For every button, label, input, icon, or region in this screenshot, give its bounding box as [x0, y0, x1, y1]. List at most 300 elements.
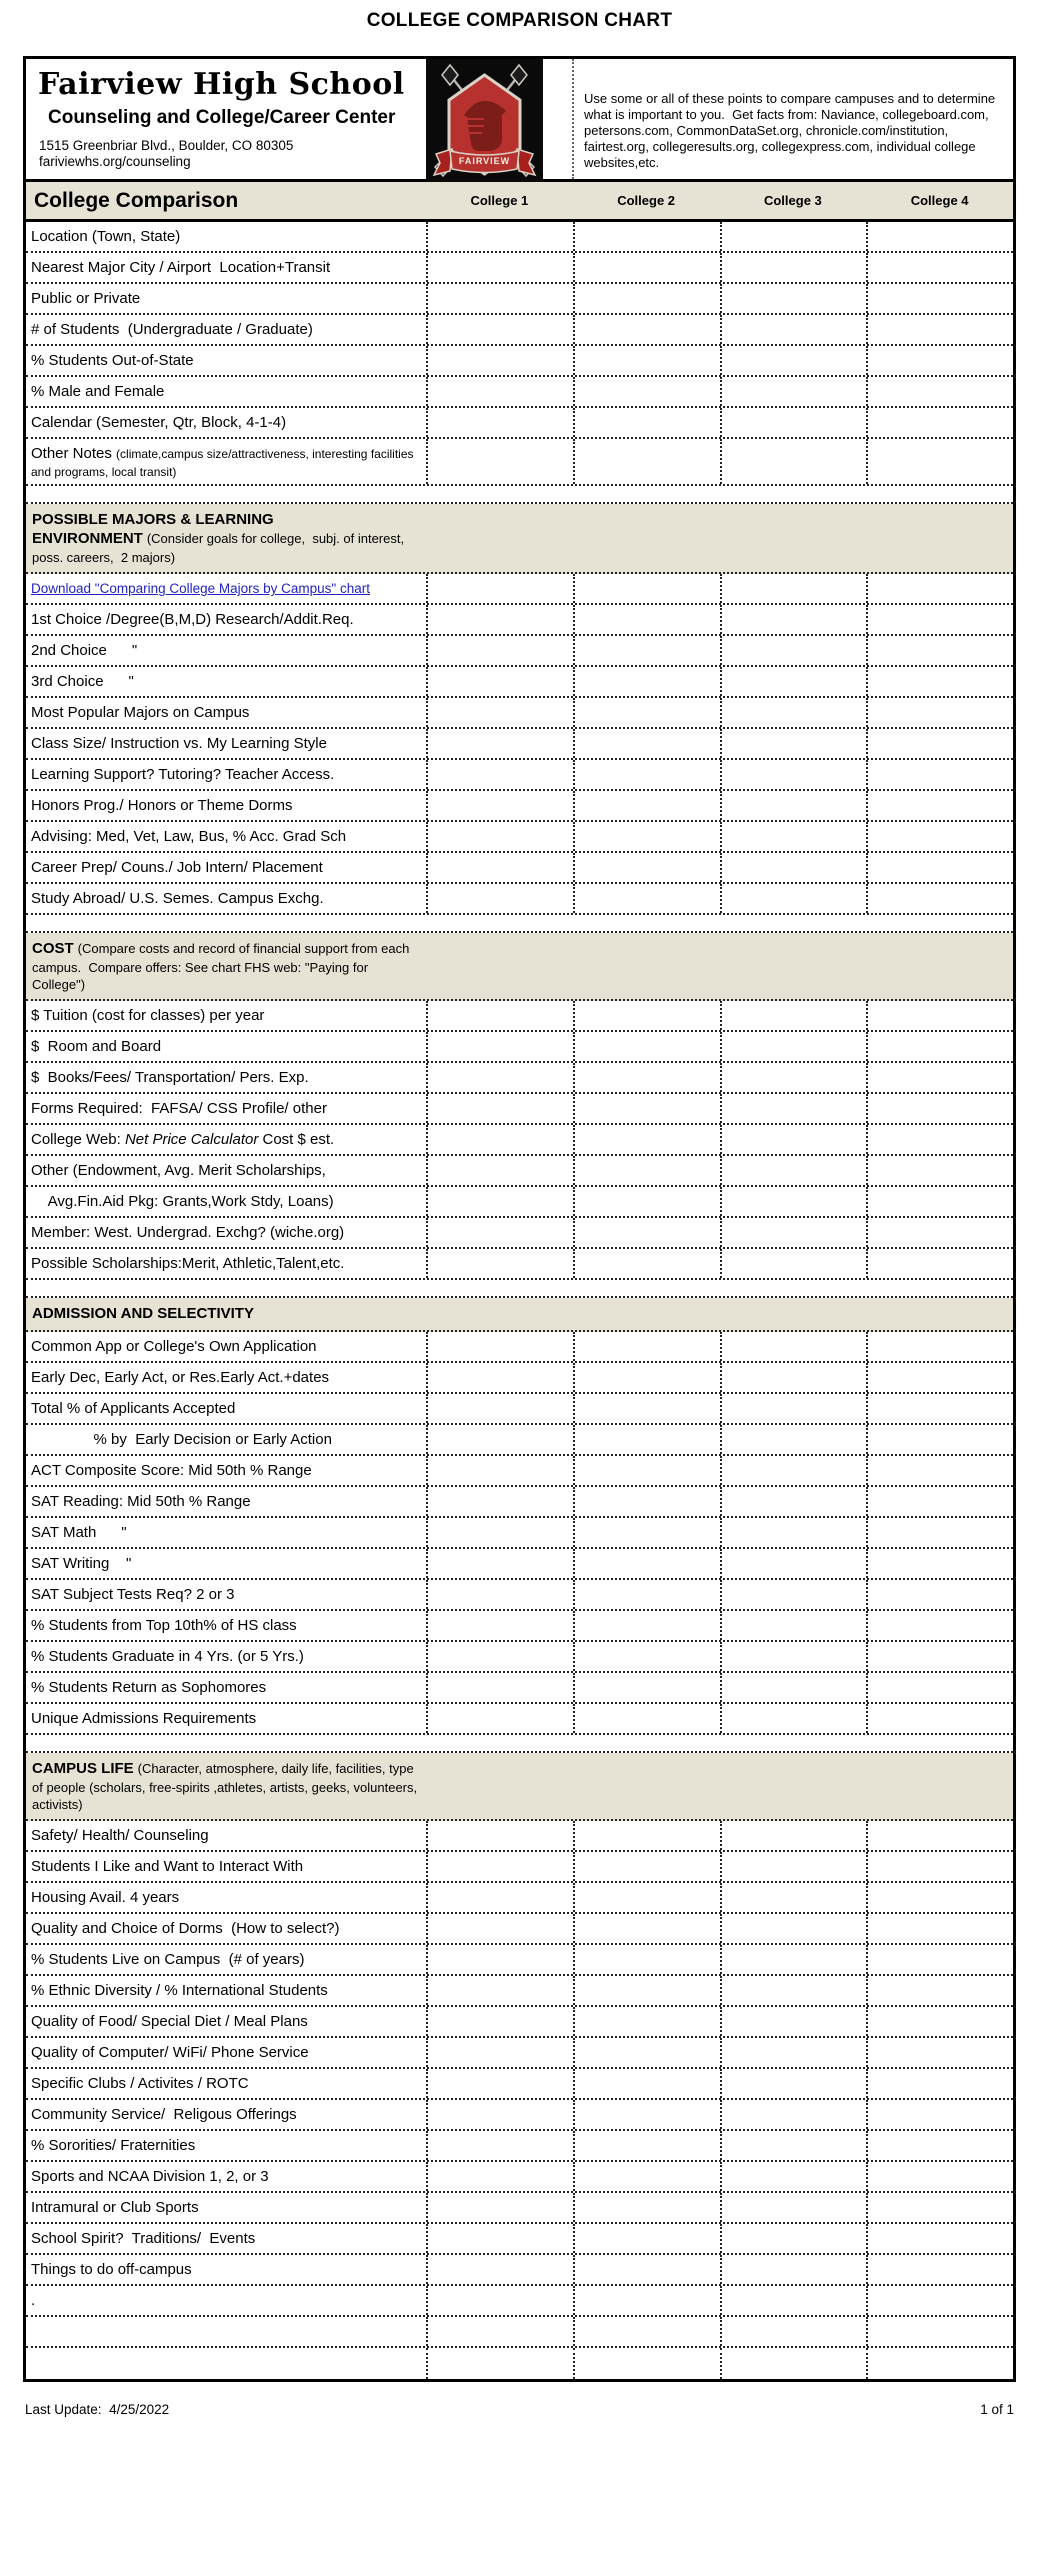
row-label-cell	[26, 2131, 426, 2160]
college-4-cell	[866, 636, 1013, 665]
college-1-cell	[426, 439, 573, 484]
row-label: Sports and NCAA Division 1, 2, or 3	[31, 2168, 269, 2186]
college-2-cell	[573, 408, 720, 437]
table-row	[26, 760, 1013, 791]
table-row	[26, 636, 1013, 667]
row-label-cell	[26, 1518, 426, 1547]
table-row	[26, 253, 1013, 284]
row-label-cell	[26, 439, 426, 484]
college-1-cell	[426, 2131, 573, 2160]
college-2-cell	[573, 2286, 720, 2315]
table-row	[26, 1332, 1013, 1363]
college-1-cell	[426, 2038, 573, 2067]
college-3-cell	[720, 1456, 867, 1485]
table-row	[26, 1642, 1013, 1673]
row-label-cell	[26, 729, 426, 758]
college-4-cell	[866, 667, 1013, 696]
row-label: % Students from Top 10th% of HS class	[31, 1617, 297, 1635]
college-1-cell	[426, 2100, 573, 2129]
college-4-cell	[866, 1063, 1013, 1092]
section-spacer	[26, 1280, 1013, 1298]
school-address: 1515 Greenbriar Blvd., Boulder, CO 80305	[39, 138, 294, 153]
college-1-cell	[426, 315, 573, 344]
college-3-cell	[720, 2069, 867, 2098]
college-3-cell	[720, 2286, 867, 2315]
college-1-cell	[426, 1456, 573, 1485]
section-band	[26, 1753, 1013, 1821]
table-row	[26, 1363, 1013, 1394]
column-header-college-4: College 4	[910, 193, 969, 208]
last-update	[25, 2402, 169, 2417]
college-2-cell	[573, 315, 720, 344]
college-2-cell	[573, 1187, 720, 1216]
table-row	[26, 1580, 1013, 1611]
college-1-cell	[426, 1642, 573, 1671]
college-4-cell	[866, 1249, 1013, 1278]
row-label: % Students Return as Sophomores	[31, 1679, 267, 1697]
college-4-cell	[866, 2162, 1013, 2191]
row-label: Early Dec, Early Act, or Res.Early Act.+dates	[31, 1369, 330, 1387]
college-2-cell	[573, 1580, 720, 1609]
college-3-cell	[720, 791, 867, 820]
college-2-cell	[573, 1487, 720, 1516]
college-2-cell	[573, 729, 720, 758]
row-label-note: (climate,campus size/attractiveness, interesting facilities and programs, local transit)	[31, 447, 417, 480]
table-row	[26, 729, 1013, 760]
row-label: Quality of Computer/ WiFi/ Phone Service	[31, 2044, 309, 2062]
table-row	[26, 1976, 1013, 2007]
row-label-cell	[26, 1001, 426, 1030]
college-4-cell	[866, 2317, 1013, 2346]
table-row	[26, 1032, 1013, 1063]
row-label-cell	[26, 1487, 426, 1516]
college-1-cell	[426, 1394, 573, 1423]
download-majors-chart-link[interactable]: Download "Comparing College Majors by Campus" chart	[31, 581, 370, 597]
college-1-cell	[426, 1363, 573, 1392]
row-label: .	[31, 2292, 36, 2310]
row-label: Public or Private	[31, 290, 141, 307]
row-label-cell	[26, 253, 426, 282]
row-label: SAT Reading: Mid 50th % Range	[31, 1493, 251, 1511]
college-1-cell	[426, 1549, 573, 1578]
college-2-cell	[573, 822, 720, 851]
college-4-cell	[866, 853, 1013, 882]
college-3-cell	[720, 222, 867, 251]
college-1-cell	[426, 2193, 573, 2222]
table-row	[26, 1094, 1013, 1125]
row-label-cell	[26, 2038, 426, 2067]
college-2-cell	[573, 605, 720, 634]
row-label-cell	[26, 1249, 426, 1278]
college-4-cell	[866, 1549, 1013, 1578]
college-1-cell	[426, 853, 573, 882]
row-label-cell	[26, 1945, 426, 1974]
college-3-cell	[720, 2007, 867, 2036]
college-1-cell	[426, 760, 573, 789]
college-4-cell	[866, 1580, 1013, 1609]
college-1-cell	[426, 574, 573, 603]
row-label-cell	[26, 2069, 426, 2098]
college-3-cell	[720, 1852, 867, 1881]
school-crest-logo	[426, 59, 543, 179]
row-label-cell	[26, 2255, 426, 2284]
college-2-cell	[573, 2162, 720, 2191]
college-1-cell	[426, 253, 573, 282]
table-row	[26, 2131, 1013, 2162]
row-label-cell	[26, 2317, 426, 2346]
college-4-cell	[866, 2100, 1013, 2129]
college-1-cell	[426, 605, 573, 634]
row-label: Nearest Major City / Airport Location+Transit	[31, 259, 331, 276]
table-row	[26, 1063, 1013, 1094]
college-3-cell	[720, 2317, 867, 2346]
row-label-cell	[26, 2348, 426, 2379]
row-label: Learning Support? Tutoring? Teacher Access.	[31, 766, 335, 784]
table-row	[26, 1156, 1013, 1187]
row-label: 2nd Choice "	[31, 642, 138, 660]
section-title: ADMISSION AND SELECTIVITY	[32, 1305, 254, 1323]
row-label-cell	[26, 1914, 426, 1943]
college-2-cell	[573, 574, 720, 603]
college-1-cell	[426, 1611, 573, 1640]
college-2-cell	[573, 667, 720, 696]
college-4-cell	[866, 2224, 1013, 2253]
row-label: % Ethnic Diversity / % International Students	[31, 1982, 328, 2000]
college-4-cell	[866, 1914, 1013, 1943]
college-2-cell	[573, 2224, 720, 2253]
last-update-date: 4/25/2022	[109, 2402, 170, 2418]
college-4-cell	[866, 2131, 1013, 2160]
college-2-cell	[573, 253, 720, 282]
row-label-cell	[26, 791, 426, 820]
college-4-cell	[866, 698, 1013, 727]
college-2-cell	[573, 346, 720, 375]
college-4-cell	[866, 605, 1013, 634]
college-2-cell	[573, 884, 720, 913]
college-4-cell	[866, 1001, 1013, 1030]
college-3-cell	[720, 853, 867, 882]
table-row	[26, 1704, 1013, 1735]
row-label: SAT Math "	[31, 1524, 127, 1542]
college-3-cell	[720, 1156, 867, 1185]
row-label: Possible Scholarships:Merit, Athletic,Talent,etc.	[31, 1255, 345, 1273]
column-header-college-1: College 1	[470, 193, 529, 208]
row-label: Forms Required: FAFSA/ CSS Profile/ other	[31, 1100, 327, 1118]
college-2-cell	[573, 1001, 720, 1030]
college-2-cell	[573, 791, 720, 820]
row-label: Unique Admissions Requirements	[31, 1710, 257, 1728]
college-1-cell	[426, 2224, 573, 2253]
college-4-cell	[866, 1332, 1013, 1361]
college-4-cell	[866, 1156, 1013, 1185]
row-label: % Sororities/ Fraternities	[31, 2137, 196, 2155]
row-label: Avg.Fin.Aid Pkg: Grants,Work Stdy, Loans)	[31, 1193, 334, 1211]
college-3-cell	[720, 2162, 867, 2191]
college-3-cell	[720, 284, 867, 313]
row-label-italic: Net Price Calculator	[124, 1131, 259, 1149]
row-label-cell	[26, 222, 426, 251]
row-label: % Students Live on Campus (# of years)	[31, 1951, 305, 1969]
college-1-cell	[426, 2069, 573, 2098]
college-4-cell	[866, 760, 1013, 789]
row-label-cell	[26, 605, 426, 634]
row-label-cell	[26, 1363, 426, 1392]
row-label-cell	[26, 1642, 426, 1671]
college-1-cell	[426, 2348, 573, 2379]
table-row	[26, 1394, 1013, 1425]
college-2-cell	[573, 1125, 720, 1154]
row-label-cell	[26, 1032, 426, 1061]
college-3-cell	[720, 1549, 867, 1578]
college-1-cell	[426, 1332, 573, 1361]
college-3-cell	[720, 698, 867, 727]
college-3-cell	[720, 605, 867, 634]
row-label-cell	[26, 408, 426, 437]
college-2-cell	[573, 1332, 720, 1361]
college-2-cell	[573, 1611, 720, 1640]
table-row	[26, 822, 1013, 853]
college-3-cell	[720, 253, 867, 282]
table-title: College Comparison	[34, 188, 239, 212]
row-label: Honors Prog./ Honors or Theme Dorms	[31, 797, 293, 815]
college-3-cell	[720, 1883, 867, 1912]
row-label-cell	[26, 2224, 426, 2253]
college-1-cell	[426, 791, 573, 820]
table-row	[26, 2317, 1013, 2348]
row-label-cell	[26, 667, 426, 696]
row-label-cell	[26, 1704, 426, 1733]
section-band	[26, 933, 1013, 1001]
row-label: Advising: Med, Vet, Law, Bus, % Acc. Grad Sch	[31, 828, 347, 846]
section-band	[26, 504, 1013, 575]
section-spacer	[26, 915, 1013, 933]
college-2-cell	[573, 1883, 720, 1912]
table-row	[26, 1945, 1013, 1976]
college-4-cell	[866, 2286, 1013, 2315]
college-2-cell	[573, 1394, 720, 1423]
row-label: Things to do off-campus	[31, 2261, 192, 2279]
row-label-cell	[26, 1456, 426, 1485]
college-1-cell	[426, 1125, 573, 1154]
row-label-cell	[26, 315, 426, 344]
college-1-cell	[426, 1218, 573, 1247]
college-4-cell	[866, 2193, 1013, 2222]
college-2-cell	[573, 2131, 720, 2160]
table-row	[26, 284, 1013, 315]
college-3-cell	[720, 1611, 867, 1640]
table-row	[26, 1549, 1013, 1580]
section-title: CAMPUS LIFE	[32, 1760, 134, 1778]
college-1-cell	[426, 2255, 573, 2284]
college-4-cell	[866, 1125, 1013, 1154]
table-row	[26, 2255, 1013, 2286]
college-3-cell	[720, 1001, 867, 1030]
college-1-cell	[426, 667, 573, 696]
page-number: 1 of 1	[980, 2402, 1014, 2418]
college-1-cell	[426, 1673, 573, 1702]
college-1-cell	[426, 1063, 573, 1092]
row-label: % Students Out-of-State	[31, 352, 194, 369]
row-label: SAT Writing "	[31, 1555, 132, 1573]
college-4-cell	[866, 884, 1013, 913]
row-label: % Male and Female	[31, 383, 165, 400]
college-4-cell	[866, 1821, 1013, 1850]
college-2-cell	[573, 2069, 720, 2098]
college-3-cell	[720, 346, 867, 375]
table-row	[26, 853, 1013, 884]
table-row	[26, 377, 1013, 408]
row-label-cell	[26, 2162, 426, 2191]
table-row	[26, 1187, 1013, 1218]
college-2-cell	[573, 1063, 720, 1092]
college-2-cell	[573, 2038, 720, 2067]
table-row	[26, 2224, 1013, 2255]
college-3-cell	[720, 1394, 867, 1423]
college-1-cell	[426, 2317, 573, 2346]
row-label-cell	[26, 1156, 426, 1185]
college-4-cell	[866, 1976, 1013, 2005]
row-label: $ Books/Fees/ Transportation/ Pers. Exp.	[31, 1069, 309, 1087]
college-1-cell	[426, 377, 573, 406]
college-2-cell	[573, 1642, 720, 1671]
row-label-cell	[26, 574, 426, 603]
college-4-cell	[866, 1456, 1013, 1485]
college-3-cell	[720, 729, 867, 758]
crest-svg	[426, 59, 543, 182]
college-2-cell	[573, 1945, 720, 1974]
row-label-cell	[26, 1883, 426, 1912]
college-4-cell	[866, 253, 1013, 282]
college-3-cell	[720, 1125, 867, 1154]
table-row	[26, 1125, 1013, 1156]
college-4-cell	[866, 1518, 1013, 1547]
table-row	[26, 1852, 1013, 1883]
college-2-cell	[573, 1852, 720, 1881]
college-2-cell	[573, 1704, 720, 1733]
table-row	[26, 222, 1013, 253]
row-label: College Web:	[31, 1131, 125, 1149]
row-label-cell	[26, 1425, 426, 1454]
college-3-cell	[720, 1945, 867, 1974]
college-2-cell	[573, 1425, 720, 1454]
section-title: COST	[32, 940, 74, 958]
school-website: fariviewhs.org/counseling	[39, 154, 191, 169]
college-2-cell	[573, 439, 720, 484]
header-gap	[543, 59, 572, 179]
row-label: Calendar (Semester, Qtr, Block, 4-1-4)	[31, 414, 287, 431]
table-row	[26, 2286, 1013, 2317]
table-row	[26, 605, 1013, 636]
section-band	[26, 1298, 1013, 1332]
college-3-cell	[720, 2255, 867, 2284]
college-4-cell	[866, 315, 1013, 344]
row-label: Quality of Food/ Special Diet / Meal Plans	[31, 2013, 308, 2031]
college-2-cell	[573, 1094, 720, 1123]
row-label-cell	[26, 853, 426, 882]
table-row	[26, 791, 1013, 822]
table-row	[26, 1883, 1013, 1914]
row-label-cell	[26, 1611, 426, 1640]
college-2-cell	[573, 1249, 720, 1278]
row-label-cell	[26, 2100, 426, 2129]
college-1-cell	[426, 1704, 573, 1733]
college-1-cell	[426, 1945, 573, 1974]
college-1-cell	[426, 1001, 573, 1030]
college-3-cell	[720, 1363, 867, 1392]
college-3-cell	[720, 667, 867, 696]
row-label: School Spirit? Traditions/ Events	[31, 2230, 256, 2248]
college-1-cell	[426, 1249, 573, 1278]
college-1-cell	[426, 1852, 573, 1881]
row-label: % by Early Decision or Early Action	[31, 1431, 332, 1449]
college-4-cell	[866, 1642, 1013, 1671]
college-3-cell	[720, 1518, 867, 1547]
table-row	[26, 1914, 1013, 1945]
college-3-cell	[720, 377, 867, 406]
row-label-cell	[26, 1063, 426, 1092]
college-1-cell	[426, 1487, 573, 1516]
college-1-cell	[426, 1821, 573, 1850]
college-2-cell	[573, 1518, 720, 1547]
college-2-cell	[573, 377, 720, 406]
table-row	[26, 2193, 1013, 2224]
row-label: SAT Subject Tests Req? 2 or 3	[31, 1586, 235, 1604]
row-label: 3rd Choice "	[31, 673, 134, 691]
college-3-cell	[720, 2224, 867, 2253]
college-2-cell	[573, 1156, 720, 1185]
college-1-cell	[426, 1580, 573, 1609]
college-4-cell	[866, 729, 1013, 758]
college-3-cell	[720, 1976, 867, 2005]
college-1-cell	[426, 2007, 573, 2036]
row-label: Other (Endowment, Avg. Merit Scholarships,	[31, 1162, 326, 1180]
section-spacer	[26, 1735, 1013, 1753]
row-label-cell	[26, 2007, 426, 2036]
college-1-cell	[426, 284, 573, 313]
row-label-cell	[26, 1187, 426, 1216]
row-label: % Students Graduate in 4 Yrs. (or 5 Yrs.)	[31, 1648, 304, 1666]
college-1-cell	[426, 1914, 573, 1943]
row-label: Member: West. Undergrad. Exchg? (wiche.org)	[31, 1224, 345, 1242]
college-4-cell	[866, 822, 1013, 851]
row-label-cell	[26, 284, 426, 313]
college-3-cell	[720, 315, 867, 344]
college-3-cell	[720, 1914, 867, 1943]
college-4-cell	[866, 2007, 1013, 2036]
section-band-text	[32, 1759, 424, 1813]
college-4-cell	[866, 1945, 1013, 1974]
table-row	[26, 2038, 1013, 2069]
college-3-cell	[720, 1580, 867, 1609]
table-row	[26, 667, 1013, 698]
table-row	[26, 1487, 1013, 1518]
row-label: $ Tuition (cost for classes) per year	[31, 1007, 265, 1025]
row-label-cell	[26, 1821, 426, 1850]
college-1-cell	[426, 1156, 573, 1185]
row-label: Class Size/ Instruction vs. My Learning Style	[31, 735, 327, 753]
section-spacer	[26, 486, 1013, 504]
college-4-cell	[866, 1673, 1013, 1702]
college-3-cell	[720, 636, 867, 665]
column-header-college-3: College 3	[763, 193, 822, 208]
college-2-cell	[573, 1914, 720, 1943]
row-label-cell	[26, 1580, 426, 1609]
intro-text: Use some or all of these points to compare campuses and to determine what is important to you. Get facts from: Naviance, collegeboard.com, petersons.com, CommonDataSet.org, chronicle.com/institution, fairtest.org, collegeresults.org, collegexpress.com, individual college websites,etc.	[572, 59, 1013, 179]
college-4-cell	[866, 574, 1013, 603]
college-4-cell	[866, 1218, 1013, 1247]
row-label-cell	[26, 1125, 426, 1154]
table-row	[26, 346, 1013, 377]
